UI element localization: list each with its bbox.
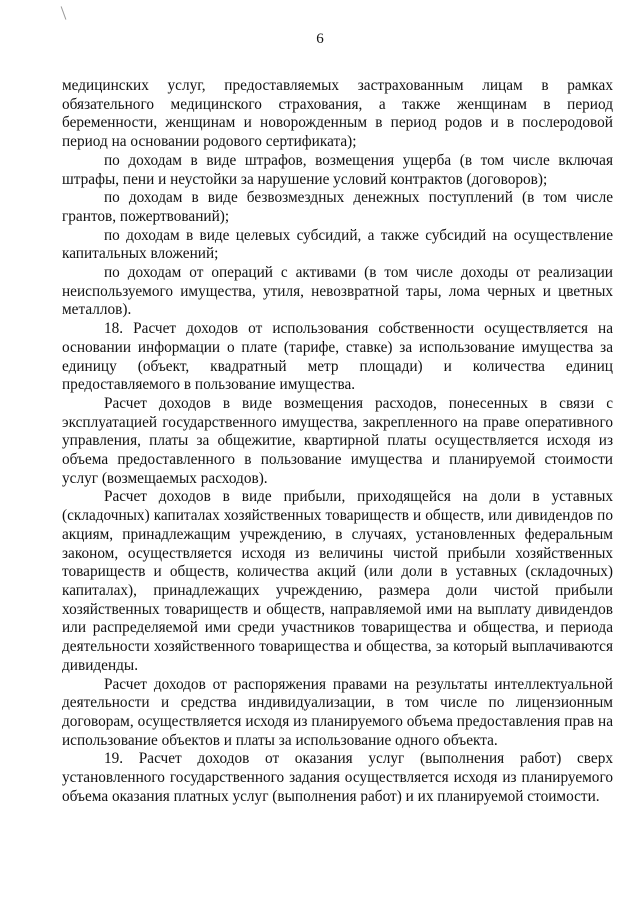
document-body [62,77,613,806]
paragraph-subsidies-income: по доходам в виде целевых субсидий, а также субсидий на осуществление капитальных вложений; [62,226,613,263]
paragraph-fines-income: по доходам в виде штрафов, возмещения ущерба (в том числе включая штрафы, пени и неустойки за нарушение условий контрактов (договоров); [62,151,613,188]
scan-artifact-mark [61,6,67,19]
paragraph-grants-income: по доходам в виде безвозмездных денежных поступлений (в том числе грантов, пожертвований); [62,189,613,225]
paragraph-assets-income: по доходам от операций с активами (в том числе доходы от реализации неиспользуемого имущества, утиля, невозвратной тары, лома черных и цветных металлов). [62,264,613,319]
paragraph-expense-reimbursement: Расчет доходов в виде возмещения расходов, понесенных в связи с эксплуатацией государственного имущества, закрепленного на праве оперативного управления, платы за общежитие, квартирной платы осуществляется исходя из объема предоставленного в пользование имущества и планируемой стоимости услуг (возмещаемых расходов). [62,394,613,487]
paragraph-section-19: 19. Расчет доходов от оказания услуг (выполнения работ) сверх установленного государственного задания осуществляется исходя из планируемого объема оказания платных услуг (выполнения работ) и их планируемой стоимости. [62,750,613,805]
paragraph-intellectual-property: Расчет доходов от распоряжения правами на результаты интеллектуальной деятельности и средства индивидуализации, в том числе по лицензионным договорам, осуществляется исходя из планируемого объема предоставления прав на использование объектов и платы за использование одного объекта. [62,675,613,749]
paragraph-section-18: 18. Расчет доходов от использования собственности осуществляется на основании информации о плате (тарифе, ставке) за использование имущества за единицу (объект, квадратный метр площади) и количества единиц предоставляемого в пользование имущества. [62,320,613,394]
paragraph-dividends: Расчет доходов в виде прибыли, приходящейся на доли в уставных (складочных) капиталах хозяйственных товариществ и обществ, или дивидендов по акциям, принадлежащим учреждению, в случаях, установленных федеральным законом, осуществляется исходя из величины чистой прибыли хозяйственных товариществ и обществ, количества акций (или доли в уставных (складочных) капиталах), принадлежащих учреждению, размера доли чистой прибыли хозяйственных товариществ и обществ, направляемой ими на выплату дивидендов или распределяемой ими среди участников товарищества и общества, и периода деятельности хозяйственного товарищества и общества, за который выплачиваются дивиденды. [62,488,613,674]
page-number: 6 [316,31,324,47]
paragraph-continuation: медицинских услуг, предоставляемых застрахованным лицам в рамках обязательного медицинского страхования, а также женщинам в период беременности, женщинам и новорожденным в период родов и в послеродовой период на основании родового сертификата); [62,77,613,151]
